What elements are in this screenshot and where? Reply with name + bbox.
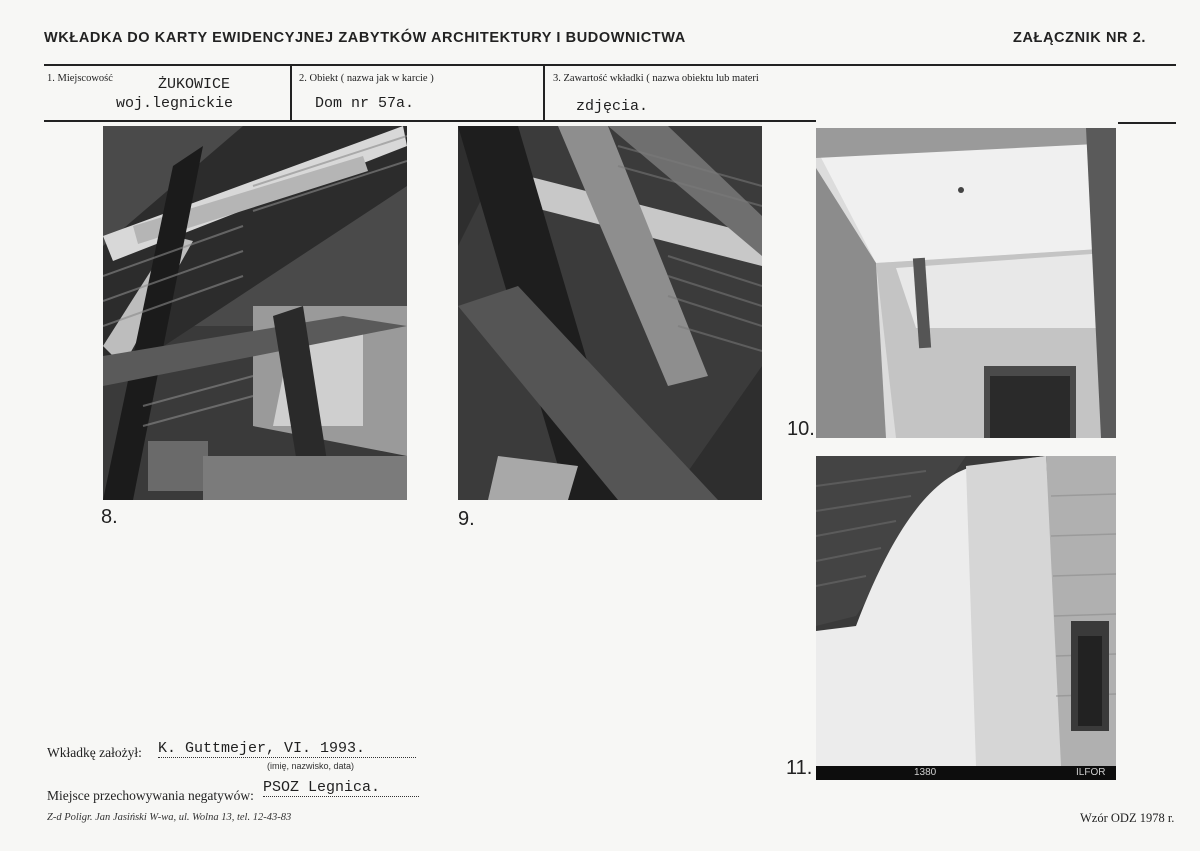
column-divider-1 [290,64,292,122]
photo-11-chimney-hood [816,456,1116,766]
film-code: 1380 [914,767,937,778]
photo-10-vaulted-room [816,128,1116,438]
film-brand: ILFOR [1076,767,1106,778]
photo-10-number: 10. [787,418,815,440]
film-strip [816,766,1116,780]
photo-9-image [458,126,762,500]
form-title: WKŁADKA DO KARTY EWIDENCYJNEJ ZABYTKÓW ARCHITEKTURY I BUDOWNICTWA [44,30,686,46]
photo-8-image [103,126,407,500]
content-value: zdjęcia. [576,98,649,115]
object-value: Dom nr 57a. [315,95,415,112]
form-version: Wzór ODZ 1978 r. [1080,811,1175,825]
photo-11-number: 11. [786,757,813,779]
created-by-label: Wkładkę założył: [47,745,142,760]
attachment-number: ZAŁĄCZNIK NR 2. [1013,30,1147,46]
locality-label: 1. Miejscowość [47,73,113,84]
photo-10-image [816,128,1116,438]
header-bottom-rule [44,120,816,122]
content-label: 3. Zawartość wkładki ( nazwa obiektu lub materi [553,73,759,84]
photo-9-roof-beams [458,126,762,500]
locality-value-town: ŻUKOWICE [158,76,231,93]
header-top-rule [44,64,1176,66]
created-by-hint: (imię, nazwisko, data) [267,761,355,771]
locality-value-province: woj.legnickie [116,95,234,112]
printer-info: Z-d Poligr. Jan Jasiński W-wa, ul. Wolna 13, tel. 12-43-83 [47,812,292,823]
column-divider-2 [543,64,545,122]
photo-8-attic-rafters [103,126,407,500]
negatives-label: Miejsce przechowywania negatywów: [47,788,254,803]
photo-8-number: 8. [101,506,118,528]
header-bottom-rule-right [1118,122,1176,124]
object-label: 2. Obiekt ( nazwa jak w karcie ) [299,73,434,84]
photo-11-image [816,456,1116,766]
created-by-value: K. Guttmejer, VI. 1993. [158,740,416,758]
negatives-value: PSOZ Legnica. [263,779,419,797]
photo-9-number: 9. [458,508,475,530]
